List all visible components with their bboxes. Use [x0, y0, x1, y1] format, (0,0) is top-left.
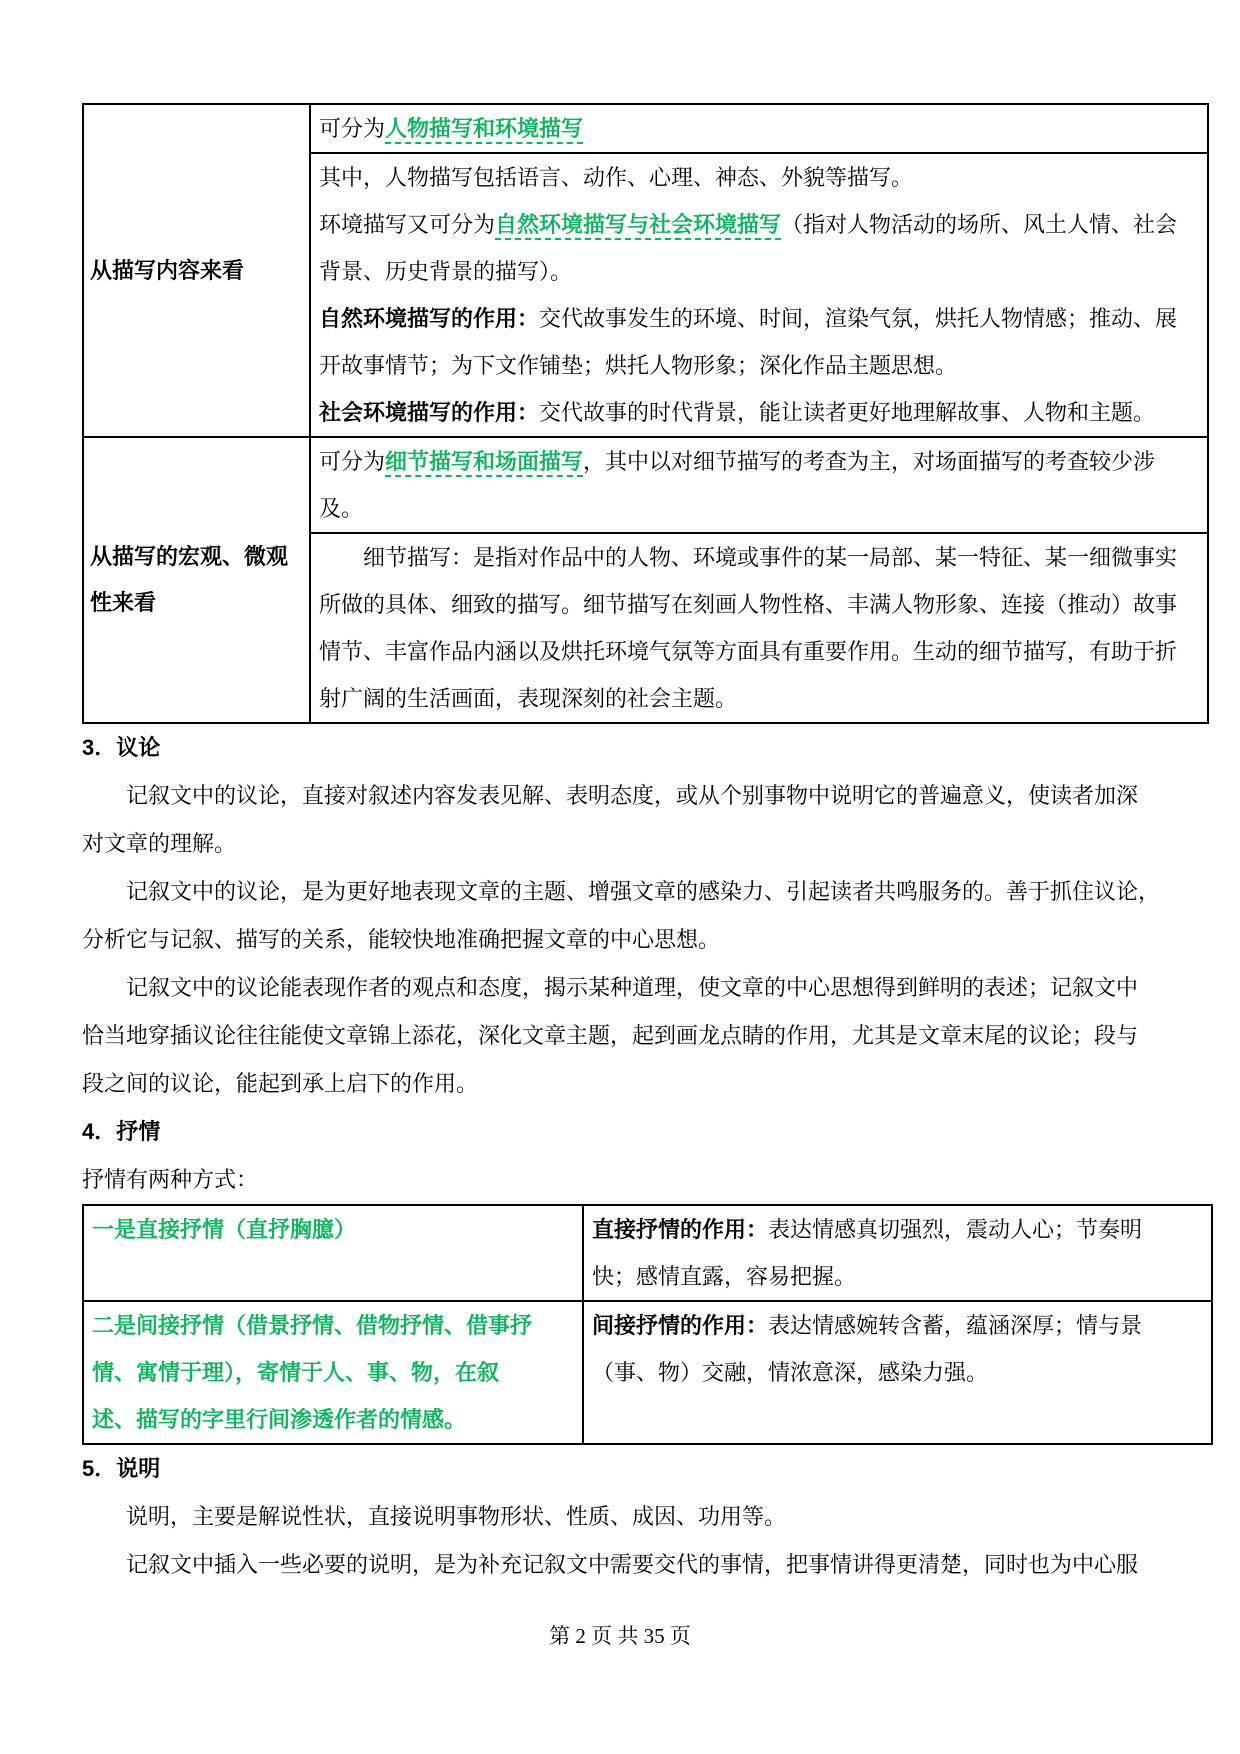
text-line [319, 534, 1199, 581]
text-run: 交代故事的时代背景，能让读者更好地理解故事、人物和主题。 [539, 400, 1156, 425]
table-row [83, 104, 1208, 153]
row-header-description-content: 从描写内容来看 [83, 104, 310, 437]
text-run: 记叙文中的议论，是为更好地表现文章的主题、增强文章的感染力、引起读者共鸣服务的。善于抓住议论， [126, 879, 1161, 904]
text-run: 及。 [319, 496, 364, 521]
bold-label: 间接抒情的作用： [592, 1313, 769, 1338]
text-run: 记叙文中插入一些必要的说明，是为补充记叙文中需要交代的事情，把事情讲得更清楚，同时也为中心服 [126, 1552, 1139, 1577]
text-run: 交代故事发生的环境、时间，渲染气氛，烘托人物情感；推动、展 [539, 306, 1178, 331]
section-4-heading: 4．抒情 [82, 1119, 161, 1144]
text-run: 射广阔的生活画面，表现深刻的社会主题。 [319, 686, 738, 711]
text-run: 表达情感婉转含蓄，蕴涵深厚；情与景 [768, 1313, 1143, 1338]
section-5-heading: 5．说明 [82, 1456, 161, 1481]
text-line [319, 485, 1199, 532]
text-line [92, 1396, 574, 1443]
text-run: 可分为 [319, 449, 386, 474]
green-term: 一是直接抒情（直抒胸臆） [92, 1217, 357, 1242]
text-line [319, 105, 1199, 152]
green-term: 情、寓情于理），寄情于人、事、物，在叙 [92, 1360, 500, 1385]
text-line [319, 389, 1199, 436]
text-run: 可分为 [319, 116, 386, 141]
text-run: （事、物）交融，情浓意深，感染力强。 [592, 1360, 989, 1385]
description-types-table [82, 103, 1209, 724]
text-line [592, 1253, 1203, 1300]
text-run: 所做的具体、细致的描写。细节描写在刻画人物性格、丰满人物形象、连接（推动）故事 [319, 592, 1178, 617]
text-run: 情节、丰富作品内涵以及烘托环境气氛等方面具有重要作用。生动的细节描写，有助于折 [319, 639, 1178, 664]
text-line [82, 1012, 1175, 1060]
bold-label: 自然环境描写的作用： [319, 306, 540, 331]
text-line [319, 248, 1199, 295]
text-line [82, 820, 1175, 868]
text-line [319, 628, 1199, 675]
text-line [319, 675, 1199, 722]
text-line [592, 1349, 1203, 1396]
lyric-expression-table [82, 1204, 1213, 1445]
text-line [92, 1349, 574, 1396]
table-row [83, 1205, 1212, 1301]
cell-description-content-detail [310, 153, 1208, 437]
text-line [319, 295, 1199, 342]
table-row [83, 1301, 1212, 1444]
text-run: 环境描写又可分为 [319, 212, 496, 237]
text-run: 背景、历史背景的描写）。 [319, 259, 573, 284]
text-line [319, 201, 1199, 248]
section-explanation [82, 1445, 1175, 1589]
section-discussion [82, 724, 1175, 1108]
text-run: 快；感情直露，容易把握。 [592, 1264, 857, 1289]
cell-indirect-lyric-effect [583, 1301, 1212, 1444]
section-lyric [82, 1108, 1175, 1204]
text-line [82, 772, 1175, 820]
text-line [82, 868, 1175, 916]
text-run: 恰当地穿插议论往往能使文章锦上添花，深化文章主题，起到画龙点睛的作用，尤其是文章末尾的议论；段与 [82, 1023, 1139, 1048]
text-run: 细节描写：是指对作品中的人物、环境或事件的某一局部、某一特征、某一细微事实 [363, 545, 1178, 570]
green-underlined-term: 自然环境描写与社会环境描写 [495, 212, 781, 240]
text-run: ，其中以对细节描写的考查为主，对场面描写的考查较少涉 [583, 449, 1156, 474]
cell-macro-micro-detail [310, 533, 1208, 723]
text-run: （指对人物活动的场所、风土人情、社会 [781, 212, 1178, 237]
cell-description-content-top [310, 104, 1208, 153]
cell-direct-lyric [83, 1205, 583, 1301]
text-line [92, 1206, 574, 1253]
cell-indirect-lyric [83, 1301, 583, 1444]
text-run: 段之间的议论，能起到承上启下的作用。 [82, 1071, 479, 1096]
text-run: 开故事情节；为下文作铺垫；烘托人物形象；深化作品主题思想。 [319, 353, 958, 378]
text-line [92, 1302, 574, 1349]
cell-direct-lyric-effect [583, 1205, 1212, 1301]
row-header-macro-micro: 从描写的宏观、微观性来看 [83, 437, 310, 723]
text-line [592, 1302, 1203, 1349]
green-term: 二是间接抒情（借景抒情、借物抒情、借事抒 [92, 1313, 533, 1338]
text-run: 记叙文中的议论能表现作者的观点和态度，揭示某种道理，使文章的中心思想得到鲜明的表述；记叙文中 [126, 975, 1139, 1000]
text-line [82, 916, 1175, 964]
section-3-heading: 3．议论 [82, 735, 161, 760]
text-line [82, 1493, 1175, 1541]
text-line [319, 581, 1199, 628]
green-underlined-term: 细节描写和场面描写 [385, 449, 583, 477]
page-footer: 第 2 页 共 35 页 [549, 1624, 691, 1648]
text-run: 记叙文中的议论，直接对叙述内容发表见解、表明态度，或从个别事物中说明它的普遍意义，使读者加深 [126, 783, 1139, 808]
section-5-body [82, 1493, 1175, 1589]
text-line [592, 1206, 1203, 1253]
text-run: 其中，人物描写包括语言、动作、心理、神态、外貌等描写。 [319, 165, 914, 190]
cell-macro-micro-top [310, 437, 1208, 533]
text-line [82, 1541, 1175, 1589]
green-underlined-term: 人物描写和环境描写 [385, 116, 583, 144]
text-line [82, 1060, 1175, 1108]
green-term: 述、描写的字里行间渗透作者的情感。 [92, 1407, 467, 1432]
table-row [83, 437, 1208, 533]
text-line [319, 154, 1199, 201]
section-3-body [82, 772, 1175, 1108]
text-line [319, 342, 1199, 389]
text-run: 对文章的理解。 [82, 831, 237, 856]
text-line [82, 964, 1175, 1012]
bold-label: 社会环境描写的作用： [319, 400, 540, 425]
bold-label: 直接抒情的作用： [592, 1217, 769, 1242]
text-line [319, 438, 1199, 485]
text-run: 分析它与记叙、描写的关系，能较快地准确把握文章的中心思想。 [82, 927, 721, 952]
text-run: 说明，主要是解说性状，直接说明事物形状、性质、成因、功用等。 [126, 1504, 787, 1529]
page-content [82, 103, 1178, 1589]
section-4-intro: 抒情有两种方式： [82, 1167, 259, 1192]
text-run: 表达情感真切强烈，震动人心；节奏明 [768, 1217, 1143, 1242]
